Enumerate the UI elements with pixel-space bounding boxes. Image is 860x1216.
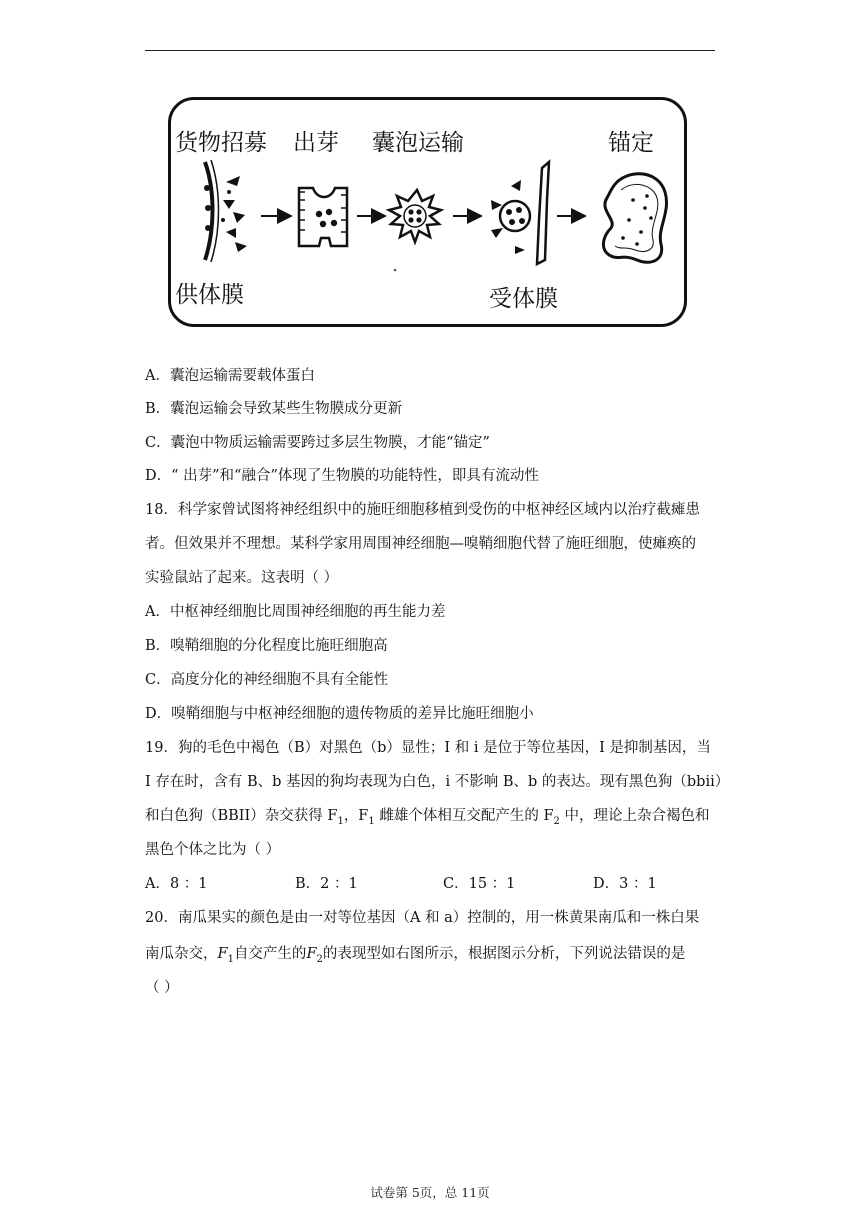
vesicle-diagram-graphic xyxy=(171,100,684,324)
q18-stem-line-1: 18．科学家曾试图将神经组织中的施旺细胞移植到受伤的中枢神经区域内以治疗截瘫患 xyxy=(145,502,700,518)
label-vesicle-transport: 囊泡运输 xyxy=(372,130,464,156)
acceptor-membrane-stage xyxy=(491,162,549,264)
q19-stem-line-1: 19．狗的毛色中褐色（B）对黑色（b）显性；I 和 i 是位于等位基因，I 是抑制基因，当 xyxy=(145,740,711,756)
q19-stem-line-4: 黑色个体之比为（ ） xyxy=(145,842,281,858)
q18-stem-line-2: 者。但效果并不理想。某科学家用周围神经细胞—嗅鞘细胞代替了施旺细胞，使瘫痪的 xyxy=(145,536,696,552)
q19-option-d: D．3 ：1 xyxy=(593,876,657,892)
label-donor-membrane: 供体膜 xyxy=(175,282,244,308)
vesicle-transport-figure xyxy=(168,97,687,327)
q18-option-b: B．嗅鞘细胞的分化程度比施旺细胞高 xyxy=(145,638,388,654)
q18-option-a: A．中枢神经细胞比周围神经细胞的再生能力差 xyxy=(145,604,446,620)
header-rule xyxy=(145,50,715,51)
label-anchoring: 锚定 xyxy=(608,130,654,156)
q18-option-d: D．嗅鞘细胞与中枢神经细胞的遗传物质的差异比施旺细胞小 xyxy=(145,706,534,722)
donor-membrane-stage xyxy=(204,160,247,262)
transport-vesicle-stage xyxy=(389,190,441,242)
q19-option-a: A．8 ：1 xyxy=(145,876,208,892)
q20-stem-line-2: 南瓜杂交，$F_1$自交产生的$F_2$的表现型如右图所示，根据图示分析，下列说法错误的是 xyxy=(145,946,686,965)
anchored-cell-stage xyxy=(603,174,666,263)
label-acceptor-membrane: 受体膜 xyxy=(489,286,558,312)
budding-stage xyxy=(299,188,347,246)
q18-stem-line-3: 实验鼠站了起来。这表明（ ） xyxy=(145,570,339,586)
q20-stem-line-3: （ ） xyxy=(145,980,179,996)
q19-option-c: C．15 ：1 xyxy=(443,876,516,892)
label-cargo-recruitment: 货物招募 xyxy=(175,130,267,156)
q19-option-b: B．2 ：1 xyxy=(295,876,358,892)
q17-option-d: D．“ 出芽”和“融合”体现了生物膜的功能特性，即具有流动性 xyxy=(145,468,539,484)
q17-option-c: C．囊泡中物质运输需要跨过多层生物膜，才能“锚定” xyxy=(145,435,490,451)
q19-stem-line-2: I 存在时，含有 B、b 基因的狗均表现为白色，i 不影响 B、b 的表达。现有黑色狗（bbii） xyxy=(145,774,730,790)
q17-option-a: A．囊泡运输需要载体蛋白 xyxy=(145,368,315,384)
page-footer: 试卷第 5页，总 11页 xyxy=(370,1185,490,1200)
q18-option-c: C．高度分化的神经细胞不具有全能性 xyxy=(145,672,389,688)
q20-stem-line-1: 20．南瓜果实的颜色是由一对等位基因（A 和 a）控制的，用一株黄果南瓜和一株白果 xyxy=(145,910,700,926)
q19-stem-line-3: 和白色狗（BBII）杂交获得 $F_1$，$F_1$ 雌雄个体相互交配产生的 $F_2$ 中，理论上杂合褐色和 xyxy=(145,808,710,827)
q17-option-b: B．囊泡运输会导致某些生物膜成分更新 xyxy=(145,401,403,417)
label-budding: 出芽 xyxy=(293,130,339,156)
